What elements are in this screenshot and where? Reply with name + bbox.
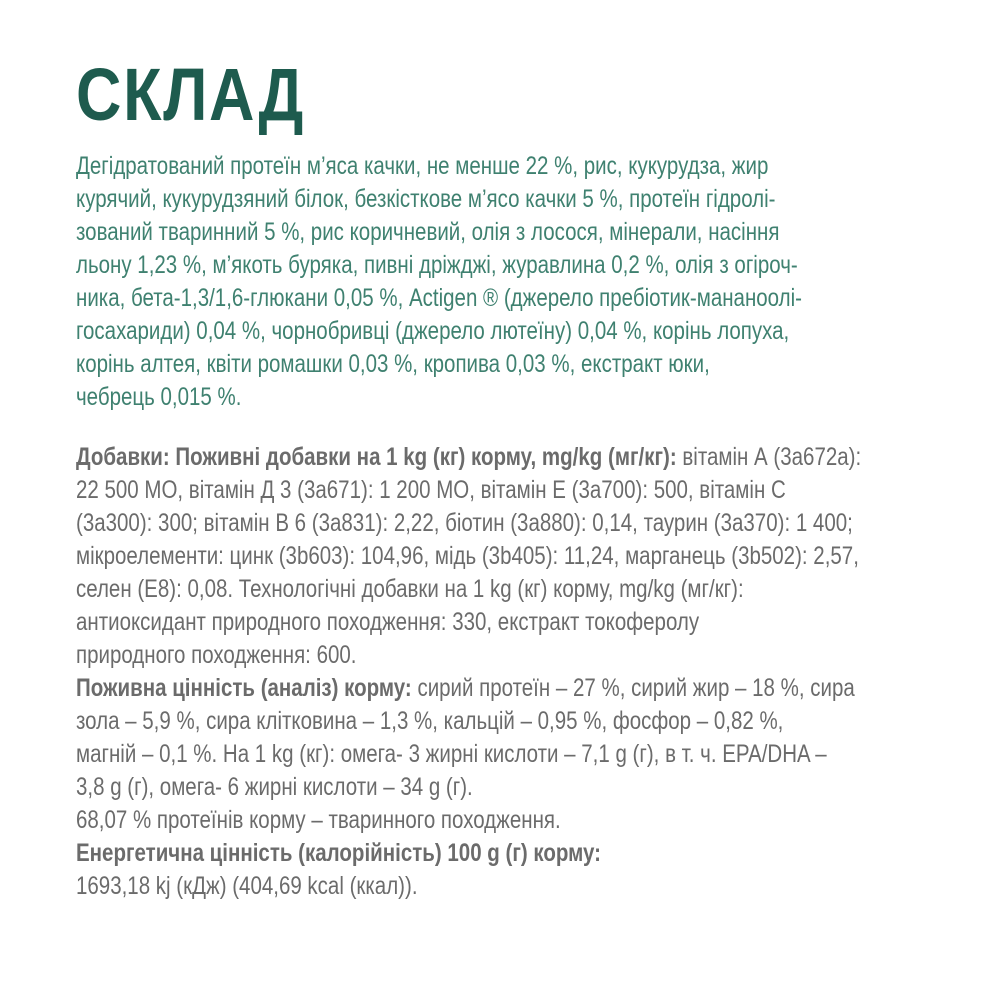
- body-text: сирий протеїн – 27 %, сирий жир – 18 %, сира: [411, 674, 855, 702]
- text-line: [76, 540, 936, 573]
- text-line: [76, 804, 936, 837]
- body-text: ника, бета-1,3/1,6-глюкани 0,05 %, Actigen ® (джерело пребіотик-мананоолі-: [76, 284, 802, 312]
- text-line: [76, 441, 936, 474]
- text-line: [76, 837, 936, 870]
- body-text: 1693,18 kj (кДж) (404,69 kcal (ккал)).: [76, 872, 418, 900]
- body-text: льону 1,23 %, м’якоть буряка, пивні дріжджі, журавлина 0,2 %, олія з огіроч-: [76, 251, 798, 279]
- body-text: мікроелементи: цинк (3b603): 104,96, мідь (3b405): 11,24, марганець (3b502): 2,57,: [76, 542, 859, 570]
- body-text: зований тваринний 5 %, рис коричневий, олія з лосося, мінерали, насіння: [76, 218, 780, 246]
- text-line: [76, 606, 936, 639]
- bold-lead-text: Добавки: Поживні добавки на 1 kg (кг) корму, mg/kg (мг/кг):: [76, 443, 677, 471]
- body-text: 3,8 g (г), омега- 6 жирні кислоти – 34 g (г).: [76, 773, 473, 801]
- body-text: селен (Е8): 0,08. Технологічні добавки на 1 kg (кг) корму, mg/kg (мг/кг):: [76, 575, 744, 603]
- bold-lead-text: Поживна цінність (аналіз) корму:: [76, 674, 412, 702]
- energy-value-text: [76, 837, 936, 903]
- body-text: природного походження: 600.: [76, 641, 357, 669]
- text-line: [76, 315, 936, 348]
- body-text: корінь алтея, квіти ромашки 0,03 %, кропива 0,03 %, екстракт юки,: [76, 350, 710, 378]
- nutrition-analysis-text: [76, 672, 936, 804]
- body-text: 22 500 МО, вітамін Д 3 (3a671): 1 200 МО, вітамін Е (3a700): 500, вітамін С: [76, 476, 786, 504]
- text-line: [76, 381, 936, 414]
- text-line: [76, 348, 936, 381]
- text-line: [76, 150, 936, 183]
- text-line: [76, 183, 936, 216]
- body-text: антиоксидант природного походження: 330, екстракт токоферолу: [76, 608, 700, 636]
- text-line: [76, 507, 936, 540]
- body-text: Дегідратований протеїн м’яса качки, не менше 22 %, рис, кукурудза, жир: [76, 152, 769, 180]
- text-line: [76, 249, 936, 282]
- text-line: [76, 870, 936, 903]
- text-line: [76, 672, 936, 705]
- text-line: [76, 771, 936, 804]
- body-text: (3a300): 300; вітамін В 6 (3a831): 2,22, біотин (3a880): 0,14, таурин (3a370): 1 400;: [76, 509, 853, 537]
- body-text: вітамін А (3a672a):: [676, 443, 862, 471]
- text-blocks: [76, 150, 936, 903]
- body-text: зола – 5,9 %, сира клітковина – 1,3 %, кальцій – 0,95 %, фосфор – 0,82 %,: [76, 707, 784, 735]
- body-text: 68,07 % протеїнів корму – тваринного походження.: [76, 806, 561, 834]
- text-line: [76, 474, 936, 507]
- protein-origin-text: [76, 804, 936, 837]
- body-text: магній – 0,1 %. На 1 kg (кг): омега- 3 жирні кислоти – 7,1 g (г), в т. ч. EPA/DHA –: [76, 740, 827, 768]
- text-line: [76, 705, 936, 738]
- text-line: [76, 573, 936, 606]
- bold-lead-text: Енергетична цінність (калорійність) 100 g (г) корму:: [76, 839, 602, 867]
- text-line: [76, 639, 936, 672]
- body-text: чебрець 0,015 %.: [76, 383, 242, 411]
- text-line: [76, 738, 936, 771]
- text-line: [76, 282, 936, 315]
- additives-text: [76, 441, 936, 672]
- section-title: СКЛАД: [76, 53, 306, 136]
- body-text: курячий, кукурудзяний білок, безкісткове м’ясо качки 5 %, протеїн гідролі-: [76, 185, 776, 213]
- text-line: [76, 216, 936, 249]
- body-text: госахариди) 0,04 %, чорнобривці (джерело лютеїну) 0,04 %, корінь лопуха,: [76, 317, 790, 345]
- composition-text: [76, 150, 936, 414]
